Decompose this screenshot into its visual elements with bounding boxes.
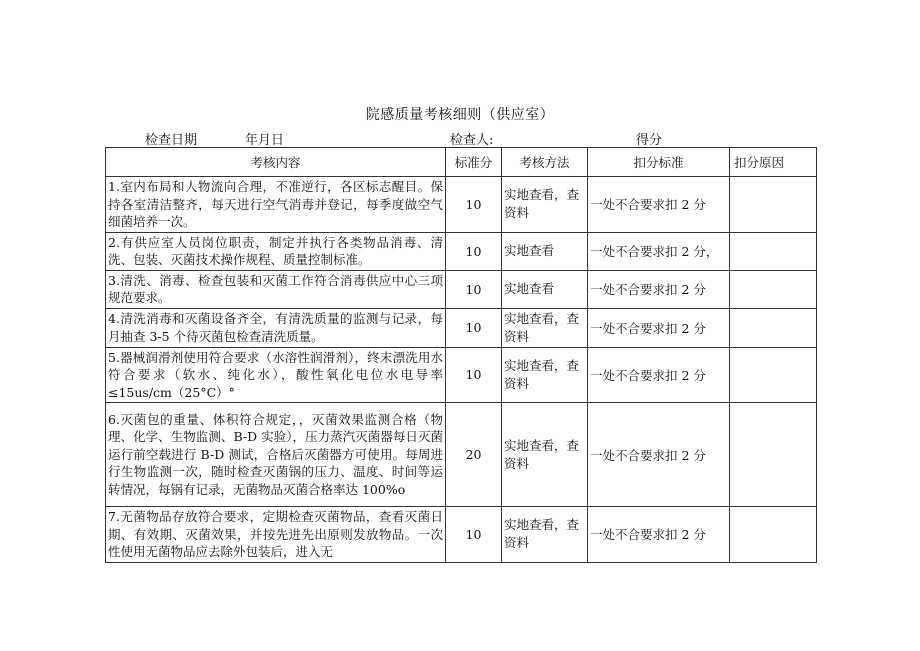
row-score: 10 — [446, 347, 502, 403]
row-method: 实地查看，查资料 — [502, 347, 588, 403]
header-score: 标准分 — [446, 148, 502, 177]
table-row — [106, 507, 817, 563]
row-content: 6.灭菌包的重量、体积符合规定，，灭菌效果监测合格（物理、化学、生物监测、B-D 实验），压力蒸汽灭菌器每日灭菌运行前空载进行 B-D 测试，合格后灭菌器方可使用。每周进行生物监测一次，随时检查灭菌锅的压力、温度、时间等运转情况，每锅有记录，无菌物品灭菌合格率达 100%o — [106, 403, 446, 507]
row-content: 2.有供应室人员岗位职责，制定并执行各类物品消毒、清洗、包装、灭菌技术操作规程、质量控制标准。 — [106, 232, 446, 270]
row-score: 10 — [446, 270, 502, 308]
table-row — [106, 403, 817, 507]
score-label: 得分 — [636, 133, 663, 148]
row-reason[interactable] — [730, 403, 817, 507]
table-header-row — [106, 148, 817, 177]
table-row — [106, 347, 817, 403]
row-method: 实地查看，查资料 — [502, 507, 588, 563]
table-row — [106, 177, 817, 233]
header-method: 考核方法 — [502, 148, 588, 177]
table-row — [106, 308, 817, 347]
row-reason[interactable] — [730, 270, 817, 308]
row-score: 10 — [446, 177, 502, 233]
row-reason[interactable] — [730, 177, 817, 233]
row-reason[interactable] — [730, 232, 817, 270]
row-standard: 一处不合要求扣 2 分 — [588, 177, 730, 233]
row-content: 5.器械润滑剂使用符合要求（水溶性润滑剂），终末漂洗用水符合要求（软水、纯化水），酸性氧化电位水电导率≤15us∕cm（25°C）° — [106, 347, 446, 403]
document-title: 院感质量考核细则（供应室） — [365, 107, 555, 123]
check-date-value: 年月日 — [245, 133, 285, 148]
row-method: 实地查看，查资料 — [502, 403, 588, 507]
row-method: 实地查看，查资料 — [502, 177, 588, 233]
row-standard: 一处不合要求扣 2 分 — [588, 507, 730, 563]
row-method: 实地查看，查资料 — [502, 308, 588, 347]
row-content: 1.室内布局和人物流向合理，不准逆行，各区标志醒目。保持各室清洁整齐，每天进行空气消毒并登记，每季度做空气细菌培养一次。 — [106, 177, 446, 233]
row-reason[interactable] — [730, 507, 817, 563]
row-method: 实地查看 — [502, 232, 588, 270]
row-content: 4.清洗消毒和灭菌设备齐全，有清洗质量的监测与记录，每月抽查 3-5 个待灭菌包检查清洗质量。 — [106, 308, 446, 347]
row-standard: 一处不合要求扣 2 分 — [588, 347, 730, 403]
header-reason: 扣分原因 — [730, 148, 817, 177]
row-reason[interactable] — [730, 308, 817, 347]
header-standard: 扣分标准 — [588, 148, 730, 177]
row-standard: 一处不合要求扣 2 分 — [588, 403, 730, 507]
row-score: 10 — [446, 507, 502, 563]
row-content: 3.清洗、消毒、检查包装和灭菌工作符合消毒供应中心三项规范要求。 — [106, 270, 446, 308]
row-score: 20 — [446, 403, 502, 507]
check-date-label: 检查日期 — [145, 133, 198, 148]
row-reason[interactable] — [730, 347, 817, 403]
row-standard: 一处不合要求扣 2 分 — [588, 308, 730, 347]
row-score: 10 — [446, 308, 502, 347]
row-standard: 一处不合要求扣 2 分 — [588, 270, 730, 308]
table-row — [106, 232, 817, 270]
header-content: 考核内容 — [106, 148, 446, 177]
row-content: 7.无菌物品存放符合要求，定期检查灭菌物品，查看灭菌日期、有效期、灭菌效果，并按先进先出原则发放物品。一次性使用无菌物品应去除外包装后，进入无 — [106, 507, 446, 563]
inspector-label: 检查人: — [450, 133, 494, 148]
row-standard: 一处不合要求扣 2 分， — [588, 232, 730, 270]
row-score: 10 — [446, 232, 502, 270]
table-row — [106, 270, 817, 308]
assessment-table — [105, 147, 817, 563]
row-method: 实地查看 — [502, 270, 588, 308]
